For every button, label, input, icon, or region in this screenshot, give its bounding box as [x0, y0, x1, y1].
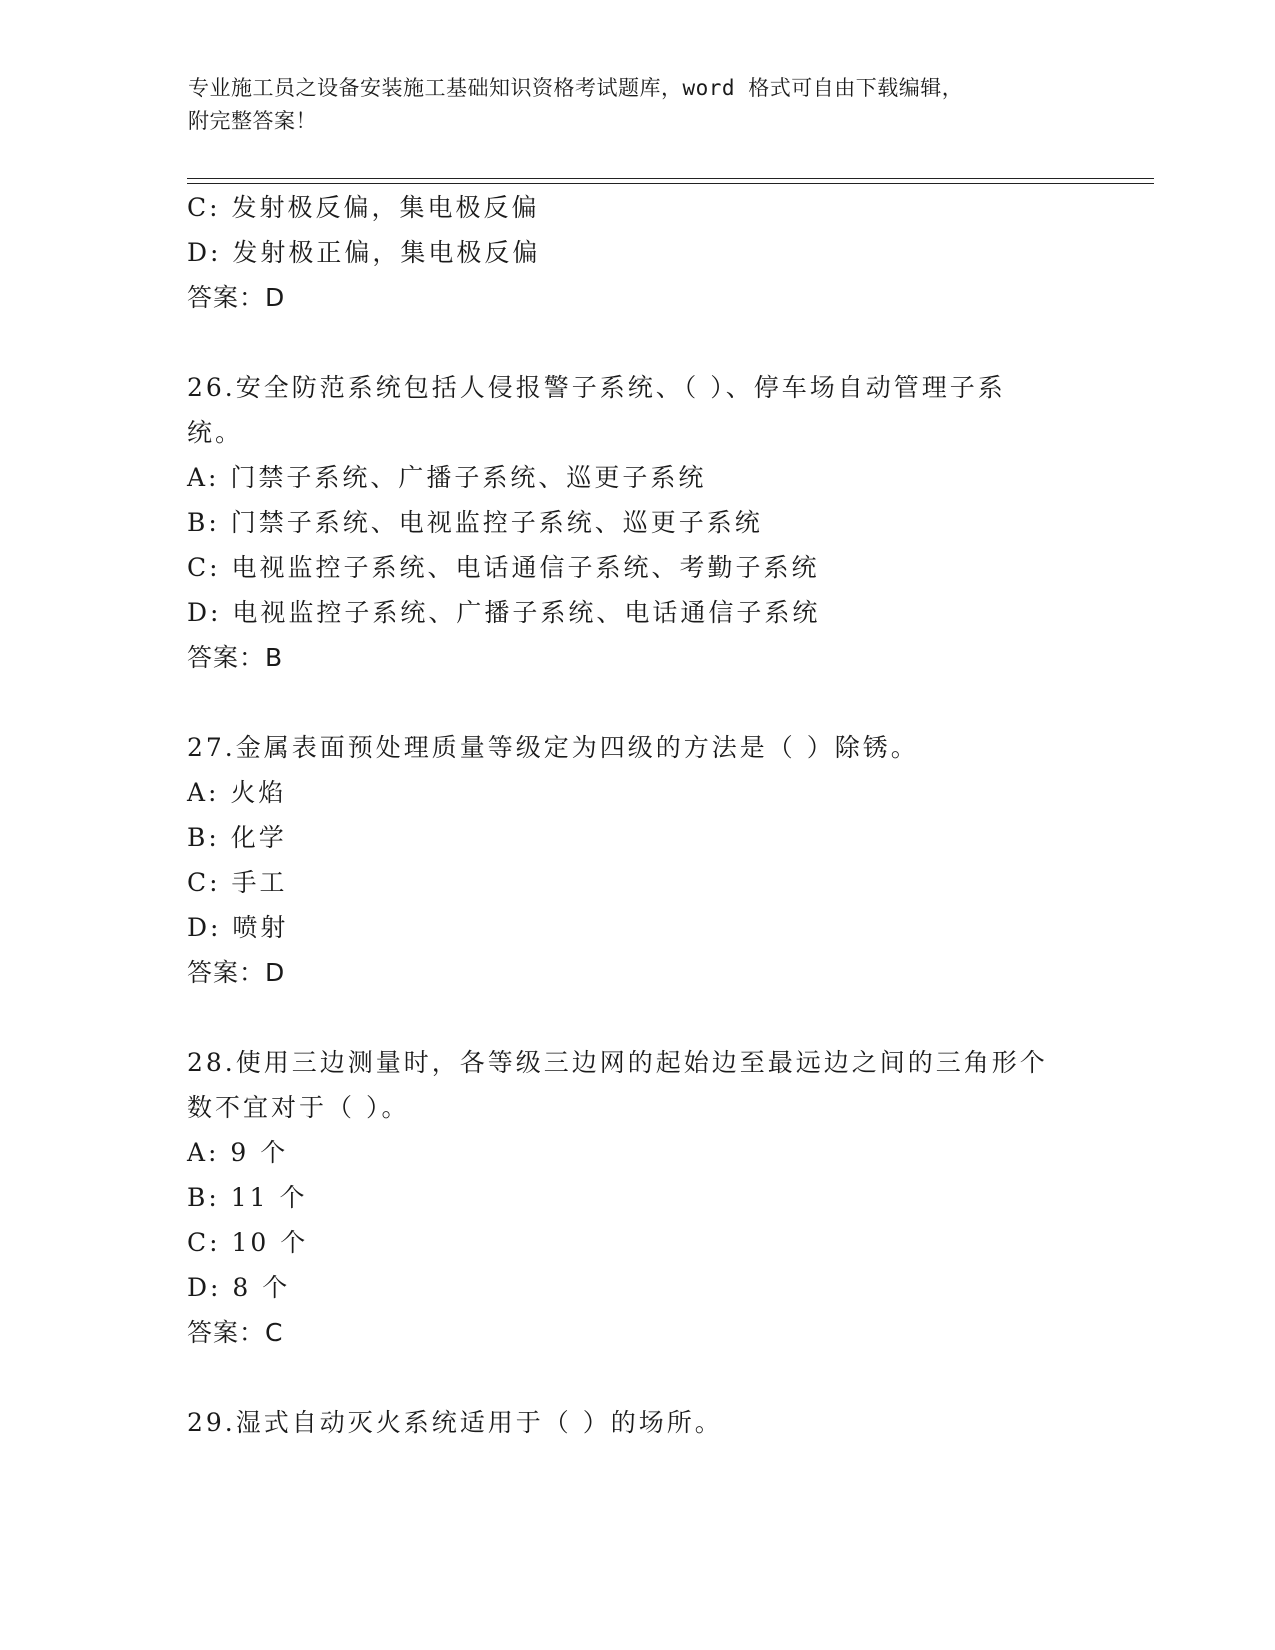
- q28-option-b: B: 11 个: [187, 1183, 308, 1212]
- q26-option-c: C: 电视监控子系统、电话通信子系统、考勤子系统: [187, 553, 820, 582]
- q28-stem-line-1: 28.使用三边测量时，各等级三边网的起始边至最远边之间的三角形个: [187, 1048, 1048, 1077]
- q25-option-d: D: 发射极正偏，集电极反偏: [187, 238, 541, 267]
- q27-answer: 答案：D: [187, 958, 286, 987]
- header-divider-bottom: [187, 183, 1154, 184]
- q27-option-c: C: 手工: [187, 868, 288, 897]
- q26-stem-line-1: 26.安全防范系统包括人侵报警子系统、（ ）、停车场自动管理子系: [187, 373, 1006, 402]
- q27-option-d: D: 喷射: [187, 913, 289, 942]
- q26-answer: 答案：B: [187, 643, 284, 672]
- q27-option-a: A: 火焰: [187, 778, 287, 807]
- q26-option-a: A: 门禁子系统、广播子系统、巡更子系统: [187, 463, 707, 492]
- q26-option-d: D: 电视监控子系统、广播子系统、电话通信子系统: [187, 598, 821, 627]
- q25-answer: 答案：D: [187, 283, 286, 312]
- q28-option-c: C: 10 个: [187, 1228, 309, 1257]
- q25-option-c: C: 发射极反偏，集电极反偏: [187, 193, 540, 222]
- q28-option-a: A: 9 个: [187, 1138, 289, 1167]
- header-divider-top: [187, 178, 1154, 179]
- document-header: [188, 72, 1068, 138]
- header-line-1: 专业施工员之设备安装施工基础知识资格考试题库，word 格式可自由下载编辑，: [188, 76, 964, 100]
- header-line-2: 附完整答案！: [188, 109, 317, 133]
- q28-option-d: D: 8 个: [187, 1273, 291, 1302]
- q29-stem-line-1: 29.湿式自动灭火系统适用于（ ）的场所。: [187, 1408, 723, 1437]
- q28-answer: 答案：C: [187, 1318, 284, 1347]
- q26-option-b: B: 门禁子系统、电视监控子系统、巡更子系统: [187, 508, 763, 537]
- q26-stem-line-2: 统。: [187, 418, 244, 447]
- q27-stem-line-1: 27.金属表面预处理质量等级定为四级的方法是（ ）除锈。: [187, 733, 919, 762]
- q27-option-b: B: 化学: [187, 823, 287, 852]
- q28-stem-line-2: 数不宜对于（ ）。: [187, 1093, 410, 1122]
